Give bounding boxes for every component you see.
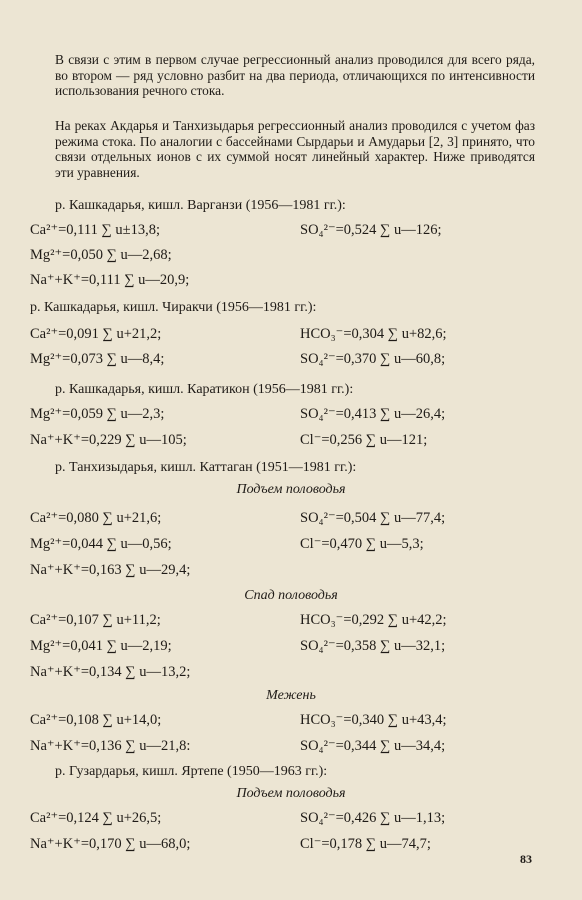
phase-heading: Подъем половодья [236, 786, 346, 801]
equation: Ca²⁺=0,111 ∑ u±13,8; [30, 222, 161, 238]
equation: HCO₃⁻=0,340 ∑ u+43,4; [300, 712, 447, 728]
equation: SO₄²⁻=0,524 ∑ u—126; [300, 222, 442, 238]
equation: HCO₃⁻=0,304 ∑ u+82,6; [300, 326, 447, 342]
equation: Mg²⁺=0,050 ∑ u—2,68; [30, 247, 172, 263]
equation: Mg²⁺=0,041 ∑ u—2,19; [30, 638, 172, 654]
phase-heading: Подъем половодья [236, 482, 346, 497]
equation: SO₄²⁻=0,413 ∑ u—26,4; [300, 406, 446, 422]
equation: Ca²⁺=0,091 ∑ u+21,2; [30, 326, 162, 342]
equation: Cl⁻=0,178 ∑ u—74,7; [300, 836, 431, 852]
equation: Na⁺+K⁺=0,136 ∑ u—21,8: [30, 738, 191, 754]
equation: Na⁺+K⁺=0,134 ∑ u—13,2; [30, 664, 191, 680]
equation: Na⁺+K⁺=0,170 ∑ u—68,0; [30, 836, 191, 852]
section-heading-varganzi: р. Кашкадарья, кишл. Варганзи (1956—1981 гг.): [55, 198, 346, 213]
equation: SO₄²⁻=0,370 ∑ u—60,8; [300, 351, 446, 367]
equation: Mg²⁺=0,073 ∑ u—8,4; [30, 351, 165, 367]
equation: SO₄²⁻=0,344 ∑ u—34,4; [300, 738, 446, 754]
page-number: 83 [520, 852, 532, 866]
equation: Na⁺+K⁺=0,111 ∑ u—20,9; [30, 272, 190, 288]
equation: Mg²⁺=0,044 ∑ u—0,56; [30, 536, 172, 552]
section-heading-kattagan: р. Танхизыдарья, кишл. Каттаган (1951—1981 гг.): [55, 460, 357, 475]
equation: Cl⁻=0,256 ∑ u—121; [300, 432, 428, 448]
paragraph-2: На реках Акдарья и Танхизыдарья регрессионный анализ проводился с учетом фаз режима стока. По аналогии с бассейнами Сырдарьи и Амударьи [2, 3] принято, что связи отдельных ионов с их суммой носят линейный характер. Ниже приводятся эти уравнения. [55, 118, 535, 180]
equation: HCO₃⁻=0,292 ∑ u+42,2; [300, 612, 447, 628]
section-heading-karatikon: р. Кашкадарья, кишл. Каратикон (1956—1981 гг.): [55, 382, 354, 397]
section-heading-chirakchi: р. Кашкадарья, кишл. Чиракчи (1956—1981 гг.): [30, 300, 317, 315]
equation: Ca²⁺=0,124 ∑ u+26,5; [30, 810, 162, 826]
equation: Na⁺+K⁺=0,163 ∑ u—29,4; [30, 562, 191, 578]
phase-heading: Межень [266, 688, 316, 703]
paragraph-1: В связи с этим в первом случае регрессионный анализ проводился для всего ряда, во втором — ряд условно разбит на два периода, отличающихся по интенсивности использования речного стока. [55, 52, 535, 99]
equation: Mg²⁺=0,059 ∑ u—2,3; [30, 406, 165, 422]
equation: SO₄²⁻=0,504 ∑ u—77,4; [300, 510, 446, 526]
equation: Ca²⁺=0,108 ∑ u+14,0; [30, 712, 162, 728]
equation: SO₄²⁻=0,426 ∑ u—1,13; [300, 810, 446, 826]
section-heading-yartepe: р. Гузардарья, кишл. Яртепе (1950—1963 гг.): [55, 764, 328, 779]
equation: Cl⁻=0,470 ∑ u—5,3; [300, 536, 424, 552]
phase-heading: Спад половодья [244, 588, 338, 603]
equation: Na⁺+K⁺=0,229 ∑ u—105; [30, 432, 187, 448]
equation: Ca²⁺=0,080 ∑ u+21,6; [30, 510, 162, 526]
equation: Ca²⁺=0,107 ∑ u+11,2; [30, 612, 161, 628]
equation: SO₄²⁻=0,358 ∑ u—32,1; [300, 638, 446, 654]
